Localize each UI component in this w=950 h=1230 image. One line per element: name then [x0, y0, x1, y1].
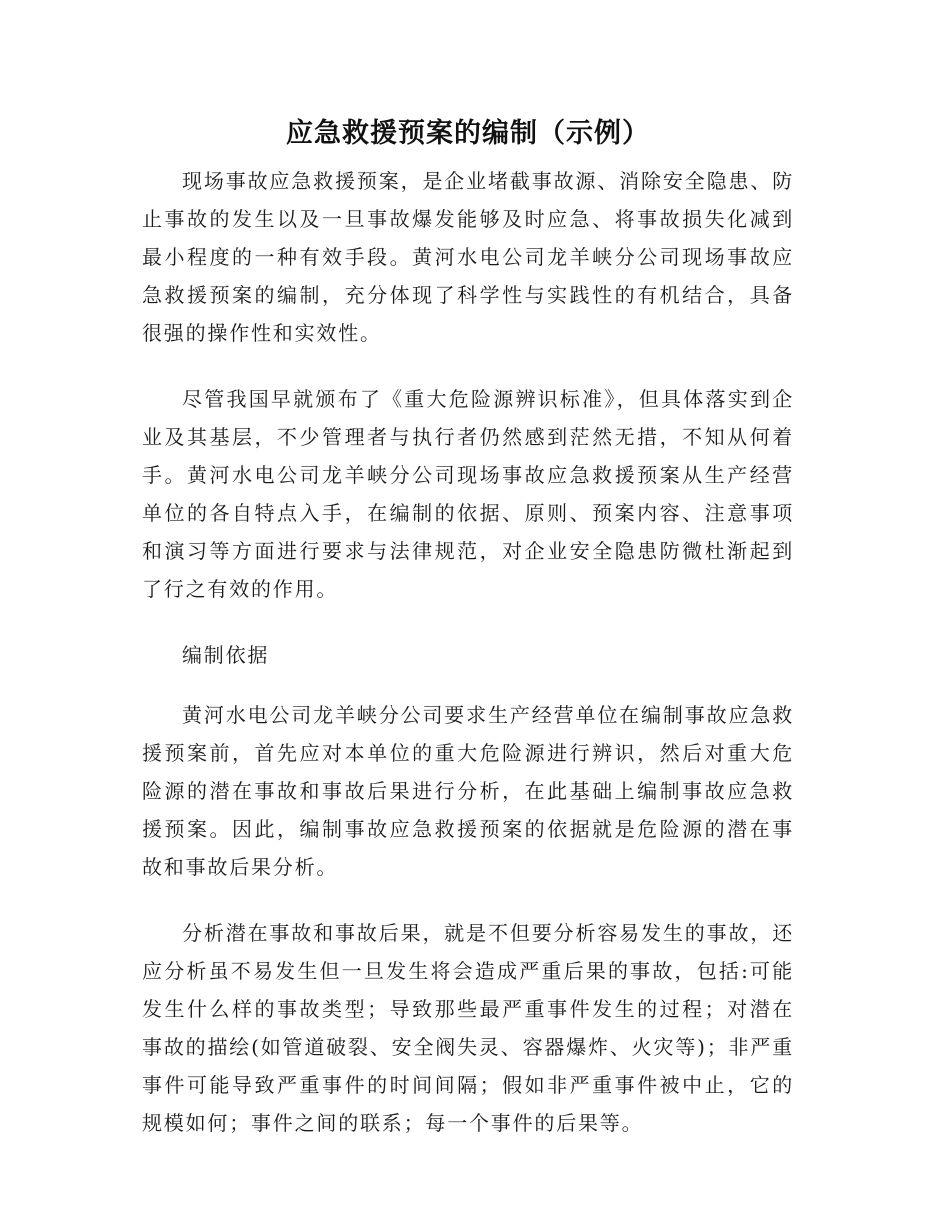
paragraph-analysis: 分析潜在事故和事故后果，就是不但要分析容易发生的事故，还应分析虽不易发生但一旦发生将会造成严重后果的事故，包括:可能发生什么样的事故类型；导致那些最严重事件发生的过程；对潜在事故的描绘(如管道破裂、安全阀失灵、容器爆炸、火灾等)；非严重事件可能导致严重事件的时间间隔；假如非严重事件被中止，它的规模如何；事件之间的联系；每一个事件的后果等。 [142, 921, 794, 1135]
document-title: 应急救援预案的编制（示例） [286, 118, 650, 149]
section-heading: 编制依据 [182, 643, 270, 667]
paragraph-basis: 黄河水电公司龙羊峡分公司要求生产经营单位在编制事故应急救援预案前，首先应对本单位的重大危险源进行辨识，然后对重大危险源的潜在事故和事故后果进行分析，在此基础上编制事故应急救援预案。因此，编制事故应急救援预案的依据就是危险源的潜在事故和事故后果分析。 [142, 703, 794, 879]
document-body [142, 112, 794, 1170]
paragraph-intro: 现场事故应急救援预案，是企业堵截事故源、消除安全隐患、防止事故的发生以及一旦事故爆发能够及时应急、将事故损失化减到最小程度的一种有效手段。黄河水电公司龙羊峡分公司现场事故应急救援预案的编制，充分体现了科学性与实践性的有机结合，具备很强的操作性和实效性。 [142, 169, 794, 345]
paragraph-background: 尽管我国早就颁布了《重大危险源辨识标准》，但具体落实到企业及其基层，不少管理者与执行者仍然感到茫然无措，不知从何着手。黄河水电公司龙羊峡分公司现场事故应急救援预案从生产经营单位的各自特点入手，在编制的依据、原则、预案内容、注意事项和演习等方面进行要求与法律规范，对企业安全隐患防微杜渐起到了行之有效的作用。 [142, 387, 794, 601]
